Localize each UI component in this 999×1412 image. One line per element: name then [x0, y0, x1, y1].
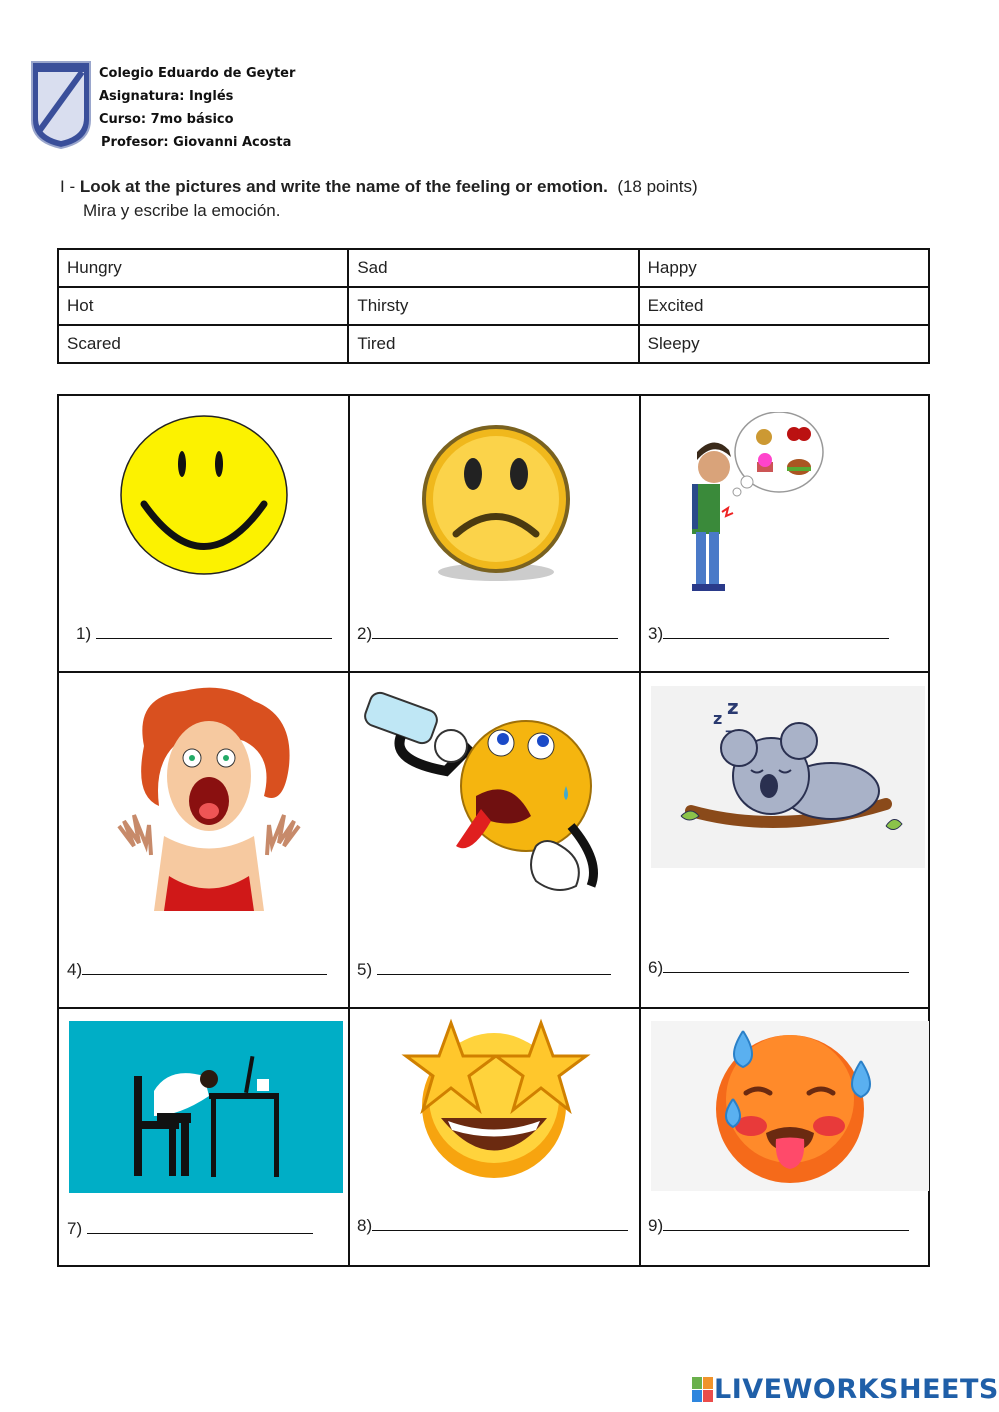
word-bank-cell: Sad [348, 249, 638, 287]
word-bank-row [58, 287, 929, 325]
hungry-boy-icon [659, 412, 829, 597]
sad-face-icon [421, 424, 571, 584]
thirsty-emoji-icon [361, 691, 621, 906]
school-header [99, 62, 295, 154]
instruction-main: Look at the pictures and write the name of the feeling or emotion. [79, 177, 608, 196]
answer-label: 6) [648, 958, 664, 977]
answer-label: 4) [67, 960, 83, 979]
answer-line-6[interactable] [648, 958, 909, 978]
grid-divider [639, 396, 641, 1265]
happy-smiley-icon [119, 414, 289, 576]
tired-worker-icon [69, 1021, 343, 1193]
instruction-spanish: Mira y escribe la emoción. [83, 201, 281, 220]
answer-line-8[interactable] [357, 1216, 628, 1236]
answer-line-4[interactable] [67, 960, 327, 980]
word-bank-cell: Excited [639, 287, 929, 325]
grid-divider [59, 671, 928, 673]
sleepy-koala-icon [651, 686, 925, 868]
liveworksheets-logo-icon [692, 1377, 714, 1403]
instruction-points: (18 points) [617, 177, 698, 196]
svg-text:z: z [713, 709, 723, 728]
answer-label: 3) [648, 624, 664, 643]
scared-woman-icon [114, 686, 304, 916]
school-name: Colegio Eduardo de Geyter [99, 66, 296, 81]
word-bank-cell: Scared [58, 325, 348, 363]
answer-line-9[interactable] [648, 1216, 909, 1236]
grid-divider [59, 1007, 928, 1009]
word-bank [57, 248, 930, 364]
word-bank-cell: Hungry [58, 249, 348, 287]
word-bank-cell: Thirsty [348, 287, 638, 325]
answer-line-2[interactable] [357, 624, 618, 644]
word-bank-cell: Happy [639, 249, 929, 287]
brand-name: LIVEWORKSHEETS [714, 1374, 999, 1405]
answer-label: 5) [357, 960, 373, 979]
word-bank-cell: Tired [348, 325, 638, 363]
liveworksheets-footer[interactable] [692, 1374, 999, 1405]
word-bank-row [58, 249, 929, 287]
word-bank-cell: Sleepy [639, 325, 929, 363]
answer-line-3[interactable] [648, 624, 889, 644]
subject: Asignatura: Inglés [99, 89, 234, 104]
school-logo [30, 60, 92, 150]
picture-grid [57, 394, 930, 1267]
answer-label: 8) [357, 1216, 373, 1235]
course: Curso: 7mo básico [99, 112, 234, 127]
answer-line-7[interactable] [67, 1219, 313, 1239]
svg-text:z: z [727, 695, 739, 719]
answer-line-1[interactable] [76, 624, 332, 644]
instructions [60, 175, 698, 223]
word-bank-cell: Hot [58, 287, 348, 325]
teacher: Profesor: Giovanni Acosta [101, 135, 292, 150]
answer-label: 1) [76, 624, 92, 643]
grid-divider [348, 396, 350, 1265]
answer-line-5[interactable] [357, 960, 611, 980]
answer-label: 9) [648, 1216, 664, 1235]
hot-face-emoji-icon [651, 1021, 929, 1191]
star-eyes-emoji-icon [396, 1018, 596, 1178]
instruction-prefix: I - [60, 177, 80, 196]
word-bank-row [58, 325, 929, 363]
answer-label: 2) [357, 624, 373, 643]
answer-label: 7) [67, 1219, 83, 1238]
